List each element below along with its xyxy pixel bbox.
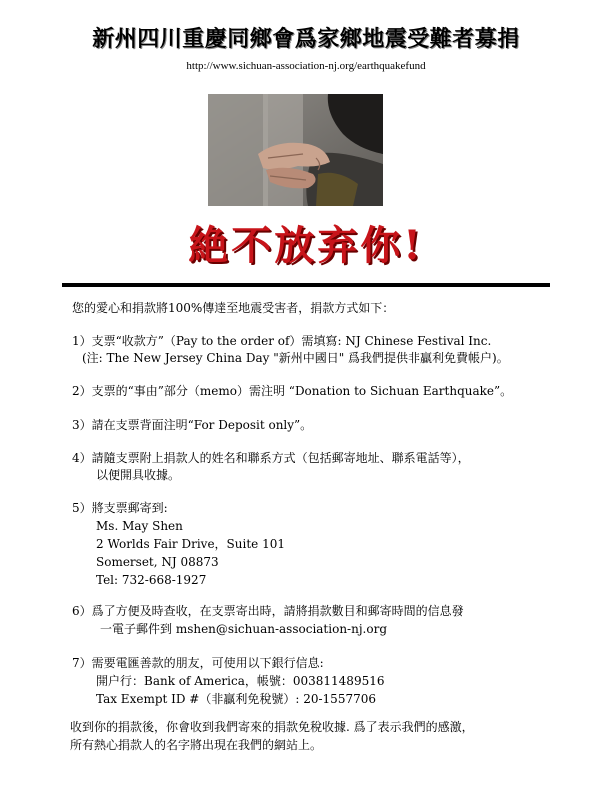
item-4-line-1: 4）請隨支票附上捐款人的姓名和聯系方式（包括郵寄地址、聯系電話等）， (72, 451, 470, 465)
address-street: 2 Worlds Fair Drive，Suite 101 (96, 537, 285, 551)
item-3: 3）請在支票背面注明“For Deposit only”。 (72, 418, 313, 432)
bank-info: 開户行：Bank of America，帳號：003811489516 (96, 674, 385, 688)
item-7-line-1: 7）需要電匯善款的朋友，可使用以下銀行信息: (72, 656, 324, 670)
item-4-line-2: 以便開具收據。 (96, 468, 181, 482)
item-1-line-1: 1）支票“收款方”（Pay to the order of）需填寫: NJ Chinese Festival Inc. (72, 334, 492, 348)
flyer-title: 新州四川重慶同鄉會爲家鄉地震受難者募捐 (92, 27, 520, 52)
tax-exempt-id: Tax Exempt ID #（非贏利免稅號）: 20-1557706 (96, 692, 376, 706)
item-2: 2）支票的“事由”部分（memo）需注明 “Donation to Sichuan Earthquake”。 (72, 384, 513, 398)
section-divider (62, 283, 550, 287)
slogan-never-give-up: 絶不放弃你! (188, 222, 424, 269)
item-1-line-2: (注: The New Jersey China Day "新州中國日" 爲我們提供非贏利免費帳户)。 (82, 351, 509, 365)
address-name: Ms. May Shen (96, 519, 183, 533)
address-city: Somerset, NJ 08873 (96, 555, 219, 569)
address-tel: Tel: 732-668-1927 (96, 573, 207, 587)
item-6-line-2: 一電子郵件到 mshen@sichuan-association-nj.org (100, 622, 388, 636)
closing-line-1: 收到你的捐款後，你會收到我們寄來的捐款免稅收據. 爲了表示我們的感激， (70, 720, 474, 734)
fund-url: http://www.sichuan-association-nj.org/earthquakefund (186, 60, 426, 72)
intro-text: 您的愛心和捐款將100%傳達至地震受害者，捐款方式如下： (72, 301, 395, 315)
earthquake-photo (208, 94, 383, 206)
closing-line-2: 所有熱心捐款人的名字將出現在我們的網站上。 (70, 738, 323, 752)
earthquake-photo-image (208, 94, 383, 206)
item-6-line-1: 6）爲了方便及時查收，在支票寄出時，請將捐款數目和郵寄時間的信息發 (72, 604, 464, 618)
item-5-line-1: 5）將支票郵寄到: (72, 501, 168, 515)
